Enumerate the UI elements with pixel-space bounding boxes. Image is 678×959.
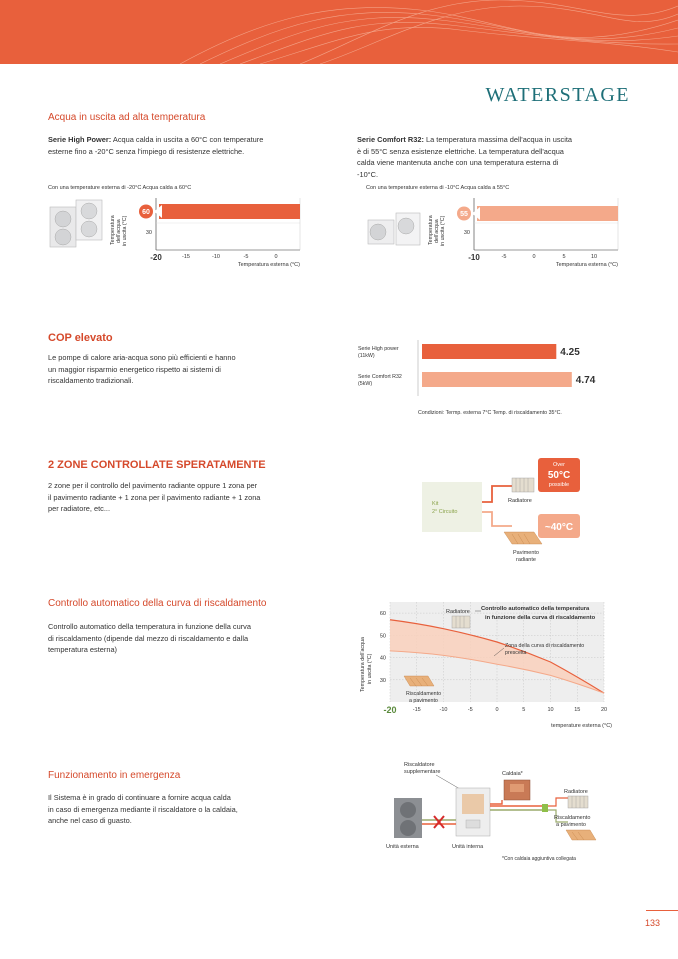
svg-text:Kit: Kit [432,501,439,507]
curve-zona-label-2: prescelta [505,650,527,656]
left-x-tick-4: 0 [274,254,278,260]
cop-bar-comfort [422,372,572,387]
two-zone-diagram [422,456,592,568]
curve-x-tick: 15 [574,707,581,713]
cop-value-comfort: 4.74 [575,375,596,386]
right-x-tick-2: 0 [532,254,536,260]
cop-bar-label-1b: (5kW) [358,381,373,387]
curve-zona-label-1: Zona della curva di riscaldamento [505,643,585,649]
outdoor-unit-icon [368,213,420,245]
svg-text:Over: Over [553,462,565,468]
section1-title: Acqua in uscita ad alta temperatura [48,112,206,123]
unita-interna-label: Unità interna [452,844,484,850]
kit-box [422,482,482,532]
radiatore-label: Radiatore [508,498,532,504]
left-x-tick-0: -20 [150,253,162,262]
high-power-bold: Serie High Power: [48,135,112,144]
left-x-label: Temperatura esterna (°C) [237,262,300,268]
cop-bar-label-1a: Serie Comfort R32 [358,374,402,380]
emergency-diagram [386,758,616,876]
radiator-icon [452,616,470,628]
section2-text: Le pompe di calore aria-acqua sono più efficienti e hanno un maggior risparmio energetico rispetto ai sistemi di riscaldamento tradizionali. [48,353,236,385]
right-y-axis-label-3: in uscita (°C) [440,215,446,246]
emergency-radiatore-label: Radiatore [564,789,588,795]
page-number-line [646,910,678,911]
svg-text:radiante: radiante [516,557,536,563]
right-chart-caption: Con una temperature esterna di -10°C Acqua calda a 55°C [366,185,510,191]
left-temp-chart [46,195,306,270]
curve-y-tick: 60 [379,611,386,618]
right-x-tick-3: 5 [562,254,566,260]
curve-x-tick: 0 [495,707,499,713]
curve-radiatore-label: Radiatore [446,609,470,615]
section3-text: 2 zone per il controllo del pavimento radiante oppure 1 zona per il pavimento radiante + 1 zona per il pavimento radiante + 1 zona per radiatore, etc... [48,481,261,513]
failure-cross-icon [434,816,444,828]
right-x-tick-0: -10 [468,253,480,262]
header-banner [0,0,678,64]
section3-title: 2 ZONE CONTROLLATE SPERATAMENTE [48,459,266,471]
left-x-tick-3: -5 [243,254,249,260]
left-chart-caption: Con una temperature esterna di -20°C Acqua calda a 60°C [48,185,192,191]
left-x-tick-1: -15 [182,254,190,260]
risc-supp-label-2: supplementare [404,769,441,775]
left-y-axis-label-1: Temperatura [110,215,116,245]
brand-logo: WATERSTAGE [485,84,630,106]
cop-bar-label-0a: Serie High power [358,346,399,352]
section4-title: Controllo automatico della curva di riscaldamento [48,598,267,609]
svg-text:30: 30 [145,230,152,236]
unita-esterna-label: Unità esterna [386,844,419,850]
section5-text: Il Sistema è in grado di continuare a fornire acqua calda in caso di emergenza mediante il riscaldatore o la caldaia, anche nel caso di guasto. [48,793,238,825]
boiler-icon [504,780,530,800]
curve-x-label: temperature esterna (°C) [551,723,612,729]
right-temp-band [477,206,618,221]
comfort-bold: Serie Comfort R32: [357,135,424,144]
left-y-axis-label-2: dell'acqua [116,219,122,243]
curve-title-1: Controllo automatico della temperatura [481,606,590,612]
svg-text:30: 30 [463,230,470,236]
curve-x-tick: 5 [522,707,526,713]
risc-supp-label-1: Riscaldatore [404,762,435,768]
cop-bar-chart [356,338,626,420]
curve-x-tick: -20 [383,705,397,715]
outdoor-unit-icon [394,798,422,838]
right-x-tick-1: -5 [501,254,507,260]
curve-y-label-2: in uscita (°C) [367,653,373,684]
svg-text:50°C: 50°C [547,470,571,481]
curve-title-2: in funzione della curva di riscaldamento [485,615,596,621]
emergency-footnote: *Con caldaia aggiuntiva collegata [502,856,576,862]
right-temp-chart [364,195,624,270]
cop-bar-label-0b: (11kW) [358,353,375,359]
curve-x-tick: 10 [547,707,554,713]
curve-x-tick: -5 [467,707,473,713]
radiator-icon [512,478,534,492]
section1-right-text: Serie Comfort R32: La temperatura massima dell'acqua in uscita è di 55°C senza esistenze elettriche. La temperatura dell'acqua calda viene mantenuta anche con una temperatura esterna di -10°C. [357,135,573,179]
curve-risc-label-1: Riscaldamento [406,691,442,697]
svg-text:Pavimento: Pavimento [513,550,539,556]
curve-y-tick: 30 [379,677,386,684]
radiator-icon [568,796,588,808]
section1-left-text: Serie High Power: Acqua calda in uscita a 60°C con temperature esterne fino a -20°C senza l'impiego di resistenze elettriche. [48,135,264,156]
cop-conditions: Condizioni: Termp. esterna 7°C Temp. di riscaldamento 35°C. [418,410,562,416]
emergency-risc-label-1: Riscaldamento [554,815,591,821]
wave-decoration [0,0,678,64]
curve-y-label-1: Temperatura dell'acqua [360,637,366,692]
section5-title: Funzionamento in emergenza [48,770,181,781]
svg-text:55: 55 [460,211,468,218]
section2-title: COP elevato [48,332,113,344]
left-y-axis-label-3: in uscita (°C) [122,215,128,246]
page-number: 133 [644,918,660,928]
section4-text: Controllo automatico della temperatura in funzione della curva di riscaldamento (dipende dal mezzo di riscaldamento e dalla temperatura esterna) [48,622,251,654]
curve-risc-label-2: a pavimento [409,698,438,704]
right-y-axis-label-1: Temperatura [428,215,434,245]
curve-y-tick: 50 [379,633,386,640]
curve-y-tick: 40 [379,655,386,662]
floor-heating-icon [504,532,542,544]
caldaia-label: Caldaia* [502,771,523,777]
floor-heating-icon [566,830,596,840]
left-temp-band [159,204,300,219]
right-x-tick-4: 10 [590,254,598,260]
curve-x-tick: -10 [439,707,448,713]
right-y-axis-label-2: dell'acqua [434,219,440,243]
curve-x-tick: 20 [600,707,608,713]
curve-x-tick: -15 [412,707,421,713]
indoor-unit-icon [456,788,490,836]
left-x-tick-2: -10 [212,254,220,260]
svg-text:60: 60 [142,209,150,216]
cop-value-high-power: 4.25 [560,347,580,358]
outdoor-unit-icon [50,200,102,247]
emergency-risc-label-2: a pavimento [556,822,586,828]
svg-text:~40°C: ~40°C [544,522,574,533]
svg-text:2° Circuito: 2° Circuito [432,509,458,515]
svg-text:possible: possible [548,482,570,488]
cop-bar-high-power [422,344,556,359]
right-x-label: Temperatura esterna (°C) [555,262,618,268]
heating-curve-chart [354,598,624,732]
